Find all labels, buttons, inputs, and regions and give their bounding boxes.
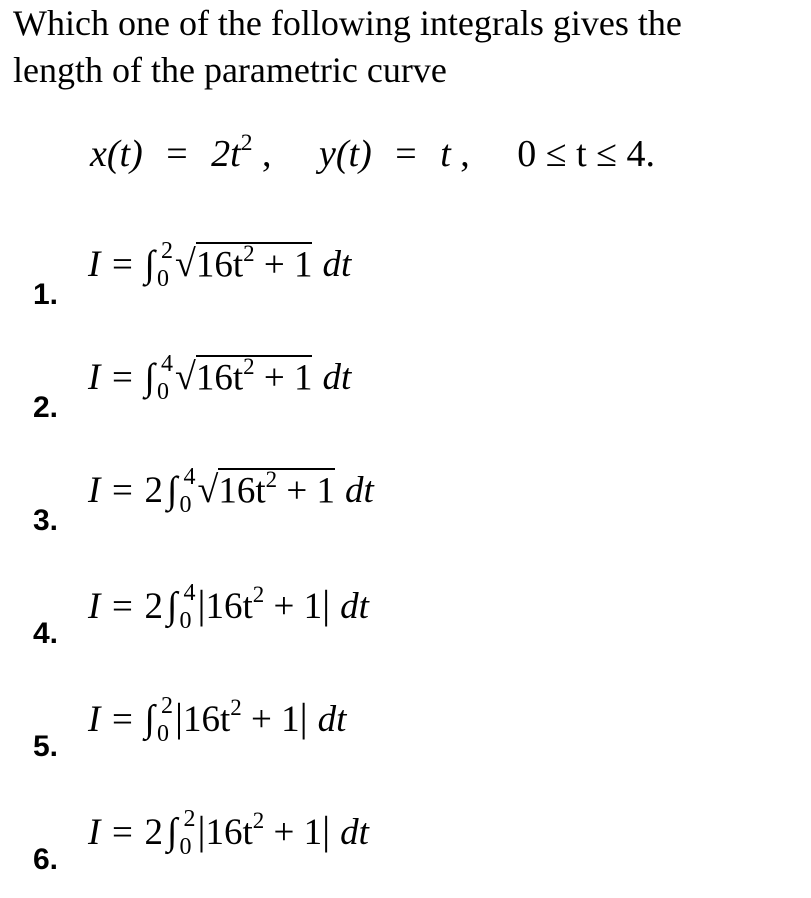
differential: dt — [317, 699, 347, 740]
lower-limit: 0 — [156, 720, 169, 747]
equals-sign: = — [395, 133, 417, 175]
y-lhs: y(t) — [319, 133, 372, 175]
coefficient: 2 — [144, 812, 164, 853]
upper-limit: 2 — [183, 805, 196, 832]
differential: dt — [322, 357, 352, 399]
exponent: 2 — [252, 808, 265, 834]
square-root-icon: √ — [174, 243, 196, 286]
integrand — [197, 582, 331, 627]
question-line-2: length of the parametric curve — [13, 50, 447, 90]
radicand-tail: + 1 — [254, 244, 313, 286]
integrand-tail: + 1 — [264, 586, 323, 627]
answer-option-2[interactable] — [0, 345, 811, 435]
integral-lhs: I = — [88, 586, 135, 627]
integral-limits — [179, 579, 196, 634]
option-integral-expression — [88, 807, 369, 858]
exponent: 2 — [230, 695, 242, 721]
exponent: 2 — [243, 240, 255, 266]
option-integral-expression — [88, 350, 352, 405]
lower-limit: 0 — [179, 607, 192, 634]
lower-limit: 0 — [156, 378, 169, 405]
option-number: 5. — [33, 730, 59, 763]
option-number: 3. — [33, 504, 59, 537]
comma: , — [460, 133, 470, 175]
integrand — [197, 466, 335, 512]
integrand — [174, 353, 313, 399]
integral-lhs: I = — [88, 244, 135, 286]
option-integral-expression — [88, 463, 374, 518]
integral-limits — [156, 692, 173, 747]
absolute-bar-left-icon: | — [174, 695, 183, 740]
option-integral-expression — [88, 694, 346, 745]
y-rhs: t — [440, 133, 451, 175]
upper-limit: 2 — [160, 692, 173, 719]
t-domain: 0 ≤ t ≤ 4. — [517, 133, 656, 175]
integral-lhs: I = — [88, 470, 135, 512]
integrand — [174, 240, 313, 286]
option-number: 6. — [33, 843, 59, 876]
answer-option-4[interactable] — [0, 571, 811, 661]
equals-sign: = — [166, 133, 188, 175]
square-root-icon: √ — [174, 356, 196, 399]
radicand — [195, 240, 313, 286]
differential: dt — [340, 586, 369, 627]
radicand-tail: + 1 — [277, 470, 335, 512]
coefficient: 2 — [144, 470, 164, 512]
radicand — [195, 353, 313, 399]
differential: dt — [322, 244, 352, 286]
answer-option-6[interactable] — [0, 797, 811, 887]
integral-sign-icon: ∫ — [144, 698, 155, 740]
integrand-tail: + 1 — [264, 812, 323, 853]
absolute-bar-right-icon: | — [322, 808, 331, 853]
answer-option-3[interactable] — [0, 458, 811, 548]
integrand — [174, 695, 308, 740]
differential: dt — [340, 812, 369, 853]
question-line-1: Which one of the following integrals gives the — [13, 3, 682, 43]
exponent: 2 — [252, 582, 265, 608]
lower-limit: 0 — [156, 265, 169, 292]
integral-sign-icon: ∫ — [167, 811, 178, 853]
parametric-curve-equation — [90, 132, 790, 192]
integral-lhs: I = — [88, 699, 135, 740]
question-text — [13, 0, 803, 94]
x-exponent: 2 — [240, 130, 253, 156]
square-root-icon: √ — [197, 469, 219, 512]
integrand-tail: + 1 — [241, 699, 300, 740]
radicand — [218, 466, 335, 512]
integral-sign-icon: ∫ — [144, 243, 155, 286]
answer-option-5[interactable] — [0, 684, 811, 774]
absolute-bar-left-icon: | — [197, 808, 206, 853]
lower-limit: 0 — [179, 491, 192, 518]
upper-limit: 4 — [183, 463, 196, 490]
absolute-bar-right-icon: | — [322, 582, 331, 627]
comma: , — [262, 133, 272, 175]
integral-limits — [179, 805, 196, 860]
integral-limits — [156, 237, 173, 292]
differential: dt — [344, 470, 374, 512]
radicand-term: 16t — [218, 470, 266, 512]
integrand-term: 16t — [205, 586, 253, 627]
option-integral-expression — [88, 581, 369, 632]
upper-limit: 4 — [160, 350, 173, 377]
coefficient: 2 — [144, 586, 164, 627]
lower-limit: 0 — [179, 833, 192, 860]
integral-sign-icon: ∫ — [167, 585, 178, 627]
integral-lhs: I = — [88, 812, 135, 853]
radicand-term: 16t — [195, 357, 244, 399]
radicand-term: 16t — [195, 244, 244, 286]
integrand-term: 16t — [182, 699, 231, 740]
integrand — [197, 808, 331, 853]
integral-sign-icon: ∫ — [144, 356, 155, 399]
integral-lhs: I = — [88, 357, 135, 399]
x-rhs: 2t — [211, 133, 241, 175]
radicand-tail: + 1 — [254, 357, 313, 399]
answer-option-1[interactable] — [0, 232, 811, 322]
option-integral-expression — [88, 237, 352, 292]
upper-limit: 4 — [183, 579, 196, 606]
option-number: 2. — [33, 391, 59, 424]
upper-limit: 2 — [160, 237, 173, 264]
absolute-bar-right-icon: | — [299, 695, 308, 740]
option-number: 1. — [33, 278, 59, 311]
integrand-term: 16t — [205, 812, 253, 853]
option-number: 4. — [33, 617, 59, 650]
integral-limits — [156, 350, 173, 405]
integral-sign-icon: ∫ — [167, 469, 178, 512]
exponent: 2 — [265, 466, 278, 492]
exponent: 2 — [243, 353, 255, 379]
x-lhs: x(t) — [90, 133, 143, 175]
integral-limits — [179, 463, 196, 518]
absolute-bar-left-icon: | — [197, 582, 206, 627]
